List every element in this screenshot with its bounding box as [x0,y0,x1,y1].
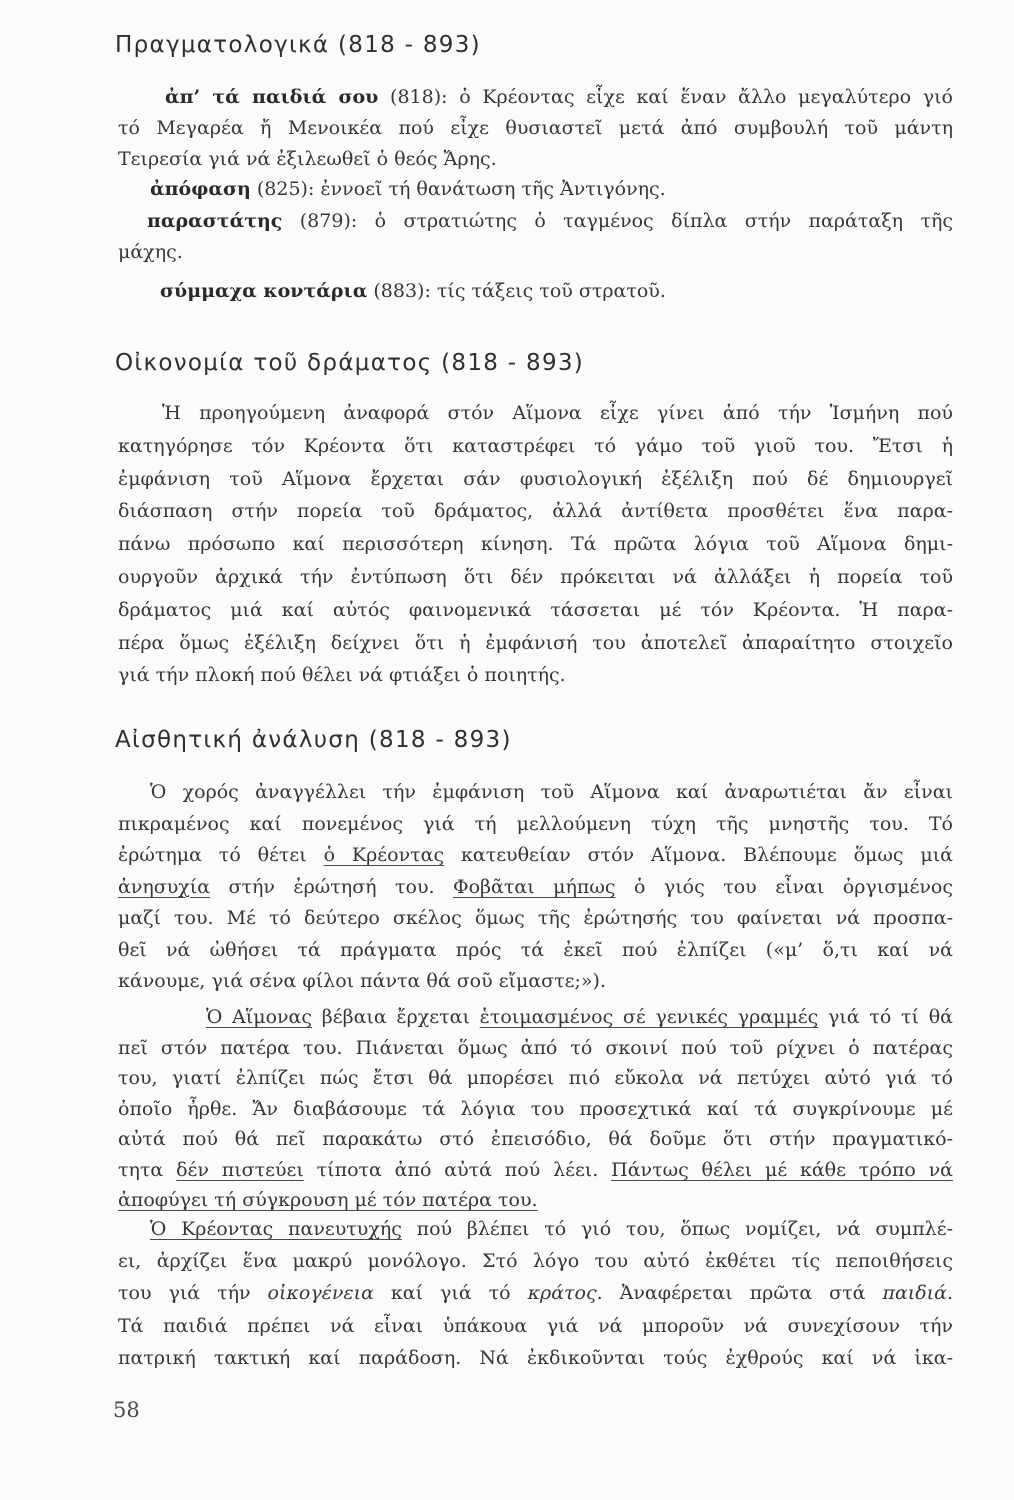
text-line [118,82,953,113]
text-line [118,1063,953,1094]
text-line [118,935,953,967]
text-run: του, γιατί ἐλπίζει πώς ἔτσι θά μπορέσει πιό εὔκολα νά πετύχει αὐτό γιά τό [118,1067,953,1089]
underlined-phrase: ἀνησυχία [118,875,211,898]
gloss-term: ἀπ’ τά παιδιά σου [165,86,379,108]
underlined-phrase: ἀποφύγει τή σύγκρουση μέ τόν πατέρα του. [118,1189,538,1211]
text-line [118,627,953,660]
gloss-entry [118,82,953,175]
text-run: γιά τήν πλοκή πού θέλει νά φτιάξει ὁ ποιητής. [118,664,566,687]
text-line [118,777,953,809]
text-line [118,1245,953,1277]
text-run: τό Μεγαρέα ἤ Μενοικέα πού εἶχε θυσιαστεῖ μετά ἀπό συμβουλή τοῦ μάντη [118,117,953,139]
text-run: Ὁ χορός ἀναγγέλλει τήν ἐμφάνιση τοῦ Αἵμονα καί ἀναρωτιέται ἄν εἶναι [150,781,953,803]
text-line [118,463,953,496]
text-line [118,528,953,561]
text-run: διάσπαση στήν πορεία τοῦ δράματος, ἀλλά ἀντίθετα προσθέτει ἕνα παρα- [118,500,953,523]
text-line [118,872,953,904]
paragraph [118,397,953,692]
text-run: γιά τό τί θά [818,1006,953,1028]
text-line [118,659,953,692]
text-run: ὁποῖο ἦρθε. Ἄν διαβάσουμε τά λόγια του προσεχτικά καί τά συγκρίνουμε μέ [118,1097,953,1120]
text-run: ὁ γιός του εἶναι ὀργισμένος [615,875,953,898]
text-run: ἐμφάνιση τοῦ Αἵμονα ἔρχεται σάν φυσιολογική ἐξέλιξη πού δέ δημιουργεῖ [118,467,953,490]
text-run: πάνω πρόσωπο καί περισσότερη κίνηση. Τά πρῶτα λόγια τοῦ Αἵμονα δημι- [118,533,953,556]
italic-word: παιδιά [882,1282,947,1305]
text-run: πεῖ στόν πατέρα του. Πιάνεται ὅμως ἀπό τό σκοινί πού τοῦ ρίχνει ὁ πατέρας [118,1036,953,1059]
text-run: Τά παιδιά πρέπει νά εἶναι ὑπάκουα γιά νά μποροῦν νά συνεχίσουν τήν [118,1314,953,1337]
text-line [118,1033,953,1064]
gloss-term: παραστάτης [147,210,283,232]
page-number: 58 [113,1398,140,1422]
text-run: κατευθείαν στόν Αἵμονα. Βλέπουμε ὅμως μιά [444,844,953,866]
text-run: θεῖ νά ὠθήσει τά πράγματα πρός τά ἐκεῖ πού ἐλπίζει («μ’ ὅ,τι καί νά [118,938,953,961]
text-run: πατρική τακτική καί παράδοση. Νά ἐκδικοῦνται τούς ἐχθρούς καί νά ἱκα- [118,1346,953,1369]
text-run: μαζί του. Μέ τό δεύτερο σκέλος ὅμως τῆς ἐρώτησής του φαίνεται νά προσπα- [118,907,953,929]
text-line [118,1155,953,1186]
italic-word: οἰκογένεια [267,1282,374,1305]
text-run: κάνουμε, γιά σένα φίλοι πάντα θά σοῦ εἴμαστε;»). [118,970,606,992]
text-line [118,1277,953,1309]
gloss-entry [118,174,953,205]
underlined-phrase: Ὁ Αἵμονας [206,1006,313,1028]
text-run: τίποτα ἀπό αὐτά πού λέει. [303,1158,612,1181]
text-line [118,809,953,841]
text-run: (883): τίς τάξεις τοῦ στρατοῦ. [367,280,666,302]
underlined-phrase: ἑτοιμασμένος σέ γενικές γραμμές [479,1006,819,1028]
text-line [118,495,953,528]
text-run: τητα [118,1158,177,1181]
text-line [118,276,953,307]
text-line [118,430,953,463]
text-run: Τειρεσία γιά νά ἐξιλεωθεῖ ὁ θεός Ἄρης. [118,148,497,170]
text-line [118,1094,953,1125]
text-run: (818): ὁ Κρέοντας εἶχε καί ἕναν ἄλλο μεγαλύτερο γιό [378,86,953,108]
gloss-entry [118,276,953,307]
paragraph [118,777,953,998]
text-line [118,1185,953,1216]
text-line [118,397,953,430]
underlined-phrase: δέν πιστεύει [176,1158,304,1181]
text-run: καί γιά τό [373,1282,528,1305]
text-line [118,144,953,175]
text-line [118,1310,953,1342]
text-run: αὐτά πού θά πεῖ παρακάτω στό ἐπεισόδιο, θά δοῦμε ὅτι στήν πραγματικό- [118,1128,953,1150]
text-line [118,1213,953,1245]
text-run: ουργοῦν ἀρχικά τήν ἐντύπωση ὅτι δέν πρόκειται νά ἀλλάξει ἡ πορεία τοῦ [118,565,953,588]
text-line [118,966,953,998]
text-run: μάχης. [118,241,183,263]
text-run: Ἡ προηγούμενη ἀναφορά στόν Αἵμονα εἶχε γίνει ἀπό τήν Ἰσμήνη πού [162,402,953,424]
text-line [118,206,953,237]
paragraph [118,1213,953,1374]
text-run: στήν ἐρώτησή του. [210,875,454,898]
text-run: πικραμένος καί πονεμένος γιά τή μελλούμενη τύχη τῆς μνηστῆς του. Τό [118,812,953,835]
italic-word: κράτος [527,1282,597,1305]
underlined-phrase: ὁ Κρέοντας [323,844,445,866]
text-line [118,1124,953,1155]
text-run: πέρα ὅμως ἐξέλιξη δείχνει ὅτι ἡ ἐμφάνισή του ἀποτελεῖ ἀπαραίτητο στοιχεῖο [118,631,953,654]
underlined-phrase: Πάντως θέλει μέ κάθε τρόπο νά [611,1158,953,1181]
text-line [118,561,953,594]
paragraph [118,1002,953,1216]
text-line [118,594,953,627]
text-run: . [946,1282,953,1305]
text-line [118,1342,953,1374]
text-run: (879): ὁ στρατιώτης ὁ ταγμένος δίπλα στήν παράταξη τῆς [282,210,953,232]
text-run: ει, ἀρχίζει ἕνα μακρύ μονόλογο. Στό λόγο του αὐτό ἐκθέτει τίς πεποιθήσεις [118,1250,953,1273]
gloss-term: ἀπόφαση [150,178,251,200]
text-run: βέβαια ἔρχεται [312,1006,480,1028]
text-run: . Ἀναφέρεται πρῶτα στά [596,1282,883,1305]
text-line [118,840,953,872]
text-run: ἐρώτημα τό θέτει [118,844,324,866]
text-run: πού βλέπει τό γιό του, ὅπως νομίζει, νά συμπλέ- [401,1218,953,1240]
underlined-phrase: Ὁ Κρέοντας πανευτυχής [150,1218,402,1240]
text-line [118,1002,953,1033]
text-line [118,903,953,935]
gloss-entry [118,206,953,268]
section-heading: Οἰκονομία τοῦ δράματος (818 - 893) [115,350,585,376]
text-run: (825): ἐννοεῖ τή θανάτωση τῆς Ἀντιγόνης. [250,178,666,200]
section-heading: Πραγματολογικά (818 - 893) [115,32,481,58]
text-line [118,113,953,144]
text-run: δράματος μιά καί αὐτός φαινομενικά τάσσεται μέ τόν Κρέοντα. Ἡ παρα- [118,598,953,621]
text-run: κατηγόρησε τόν Κρέοντα ὅτι καταστρέφει τό γάμο τοῦ γιοῦ του. Ἔτσι ἡ [118,434,953,457]
text-line [118,237,953,268]
gloss-term: σύμμαχα κοντάρια [160,280,368,302]
underlined-phrase: Φοβᾶται μήπως [453,875,616,898]
text-line [118,174,953,205]
section-heading: Αἰσθητική ἀνάλυση (818 - 893) [115,727,512,753]
text-run: του γιά τήν [118,1282,268,1305]
